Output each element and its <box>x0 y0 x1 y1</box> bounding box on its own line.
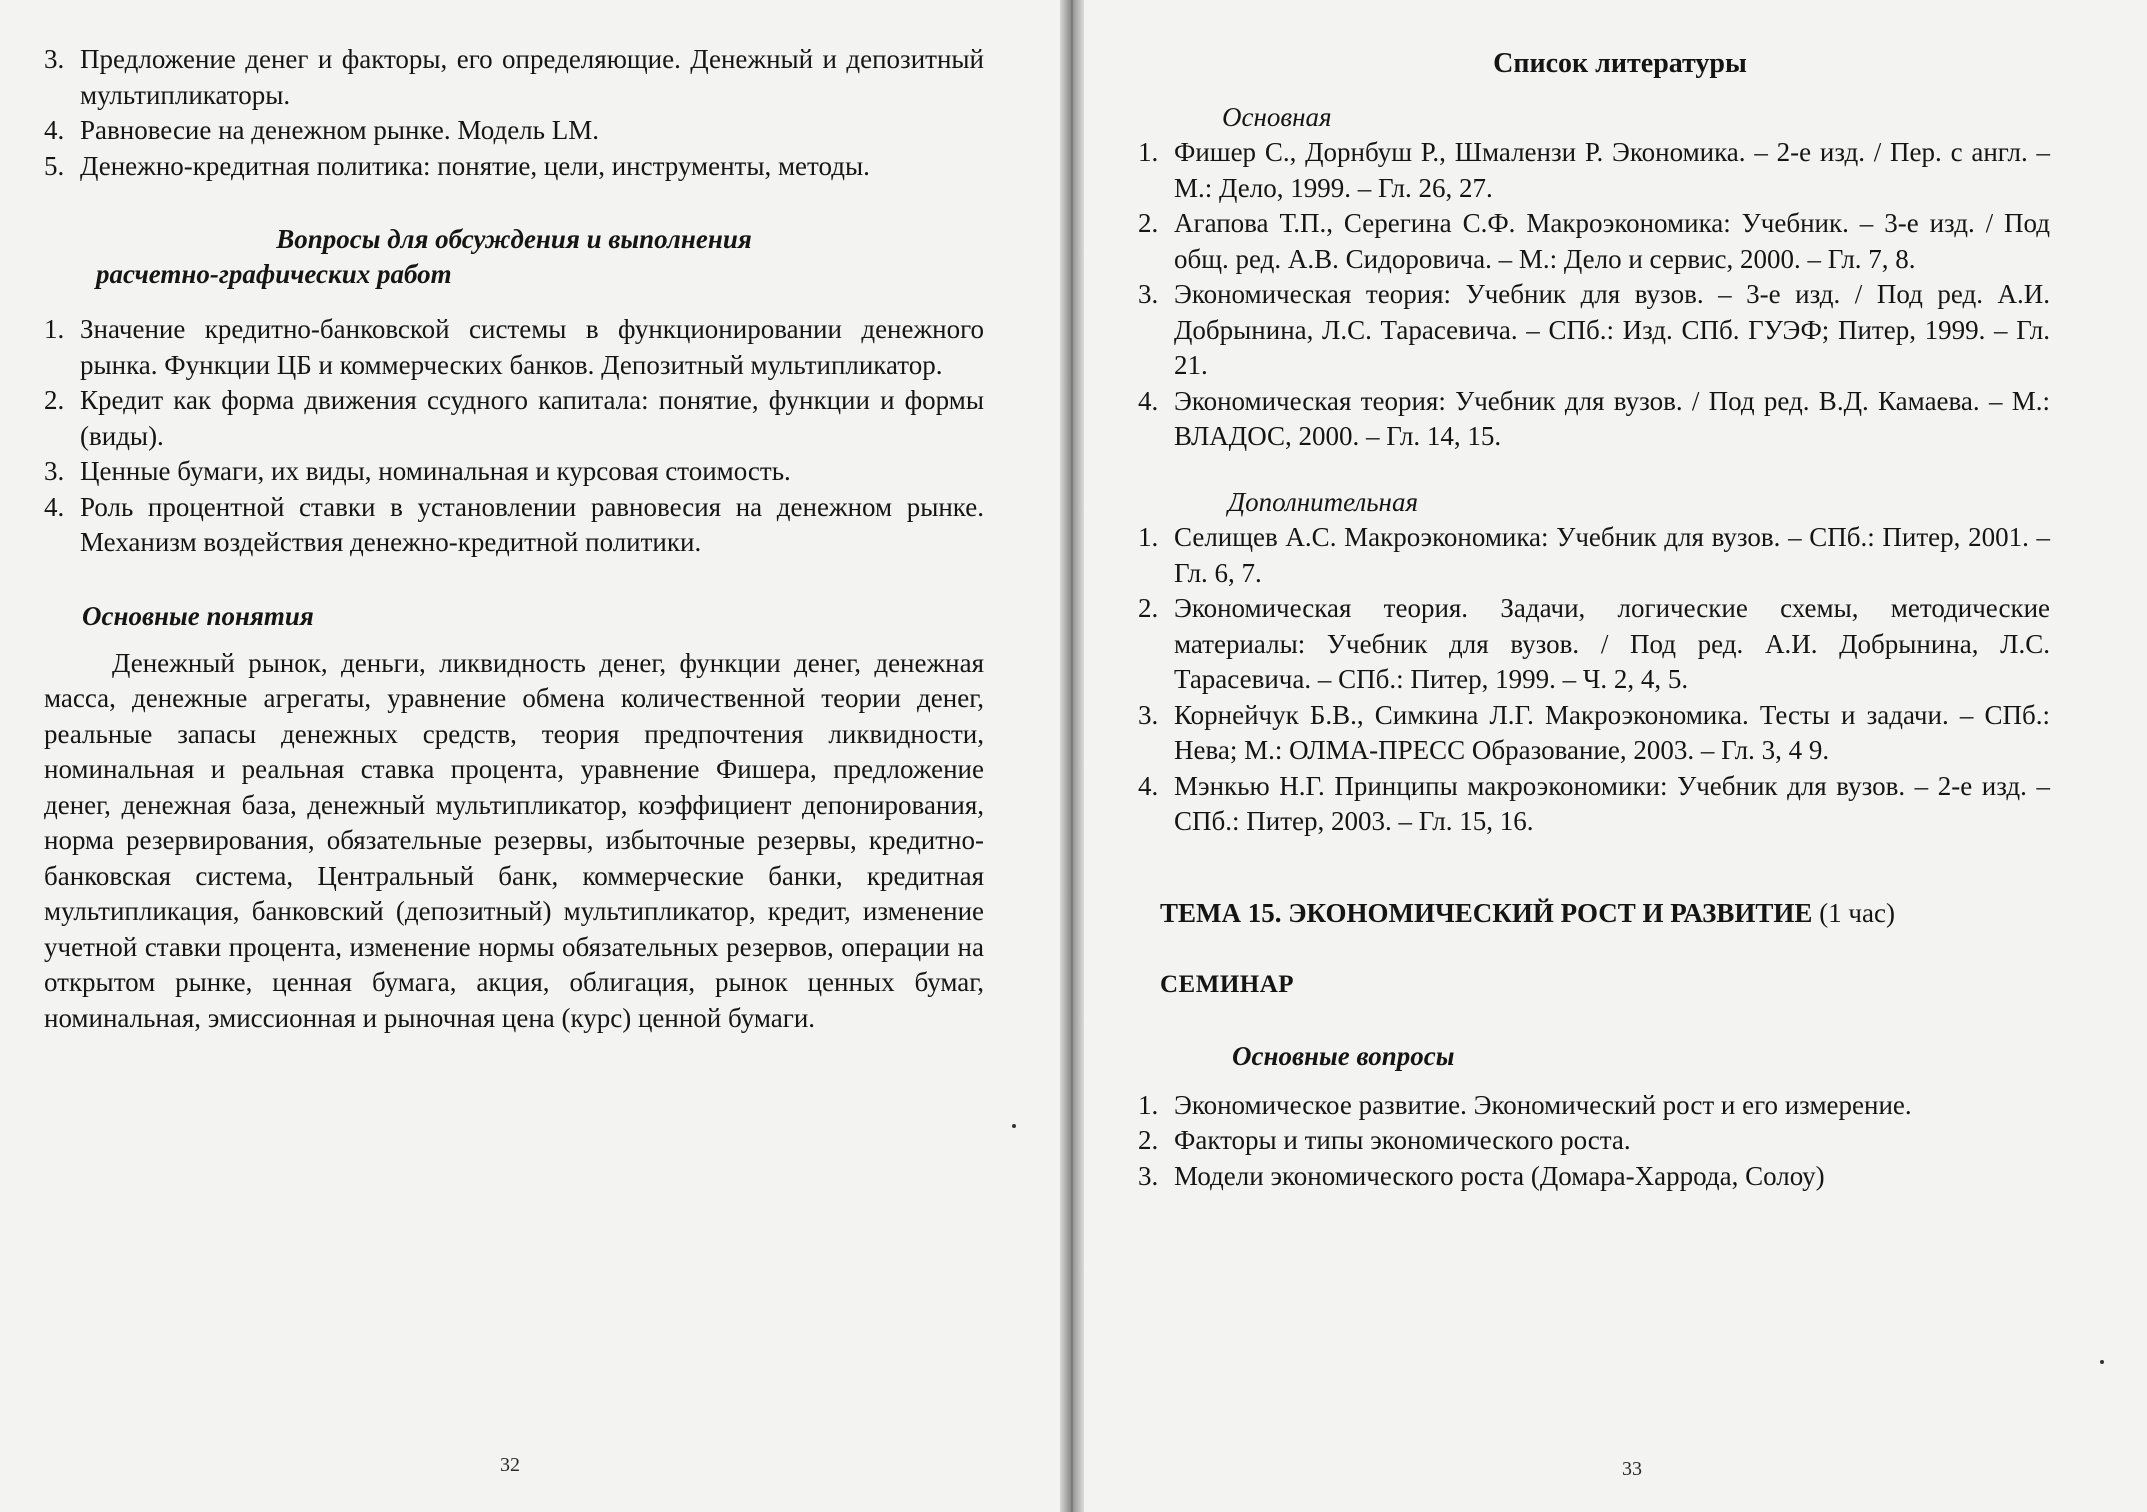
topic-hours: (1 час) <box>1819 897 1895 928</box>
main-question-item-number: 2. <box>1138 1125 1159 1155</box>
main-reference-item-number: 4. <box>1138 385 1159 416</box>
topic-title: ТЕМА 15. ЭКОНОМИЧЕСКИЙ РОСТ И РАЗВИТИЕ <box>1160 897 1813 928</box>
topic-question-item-text: Равновесие на денежном рынке. Модель LM. <box>80 115 599 145</box>
page-number-right: 33 <box>1622 1458 1642 1480</box>
main-question-item <box>1138 1088 2050 1124</box>
discussion-question-item <box>44 490 984 561</box>
extra-literature-label: Дополнительная <box>1228 486 1418 517</box>
main-reference-item-number: 1. <box>1138 137 1159 167</box>
right-page-text <box>1138 46 2050 1194</box>
extra-reference-item-number: 4. <box>1138 770 1159 801</box>
discussion-question-item-number: 4. <box>44 491 65 522</box>
topic-question-item <box>44 149 984 185</box>
main-reference-item-number: 2. <box>1138 208 1159 238</box>
discussion-question-item <box>44 383 984 454</box>
page-number-left: 32 <box>500 1454 520 1476</box>
main-reference-item-text: Фишер С., Дорнбуш Р., Шмалензи Р. Экономика. – 2-е изд. / Пер. с англ. – М.: Дело, 1999. – Гл. 26, 27. <box>1174 137 2050 203</box>
discussion-question-item-number: 3. <box>44 456 65 486</box>
main-literature-list <box>1138 135 2050 455</box>
extra-reference-item-text: Селищев А.С. Макроэкономика: Учебник для вузов. – СПб.: Питер, 2001. – Гл. 6, 7. <box>1174 522 2050 588</box>
main-reference-item <box>1138 206 2050 277</box>
main-questions-heading: Основные вопросы <box>1232 1040 1455 1071</box>
main-reference-item-text: Экономическая теория: Учебник для вузов. / Под ред. В.Д. Камаева. – М.: ВЛАДОС, 2000. – Гл. 14, 15. <box>1174 385 2050 451</box>
main-question-item <box>1138 1159 2050 1195</box>
left-page-text <box>44 42 984 1036</box>
topic-question-item-text: Денежно-кредитная политика: понятие, цели, инструменты, методы. <box>80 150 870 181</box>
topic-question-item-number: 3. <box>44 44 65 74</box>
main-reference-item <box>1138 384 2050 455</box>
main-reference-item <box>1138 277 2050 384</box>
extra-literature-list <box>1138 520 2050 840</box>
discussion-question-item-number: 2. <box>44 385 65 415</box>
extra-reference-item <box>1138 698 2050 769</box>
discussion-heading: Вопросы для обсуждения и выполнения расчетно-графических работ <box>96 224 752 289</box>
main-reference-item <box>1138 135 2050 206</box>
scan-speck <box>2100 1360 2104 1364</box>
concepts-paragraph: Денежный рынок, деньги, ликвидность денег, функции денег, денежная масса, денежные агрегаты, уравнение обмена количественной теории денег, реальные запасы денежных средств, теория предпочтения ликвидности, номинальная и реальная ставка процента, уравнение Фишера, предложение денег, денежная база, денежный мультипликатор, коэффициент депонирования, норма резервирования, обязательные резервы, избыточные резервы, кредитно-банковская система, Центральный банк, коммерческие банки, кредитная мультипликация, банковский (депозитный) мультипликатор, кредит, изменение учетной ставки процента, изменение нормы обязательных резервов, операции на открытом рынке, ценная бумага, акция, облигация, рынок ценных бумаг, номинальная, эмиссионная и рыночная цена (курс) ценной бумаги. <box>44 647 984 1033</box>
discussion-question-item-number: 1. <box>44 314 65 344</box>
main-question-item-number: 3. <box>1138 1160 1159 1191</box>
main-literature-label: Основная <box>1222 101 1332 132</box>
main-questions-list <box>1138 1088 2050 1195</box>
main-question-item-text: Модели экономического роста (Домара-Харрода, Солоу) <box>1174 1160 1825 1191</box>
topic-question-item <box>44 113 984 149</box>
main-question-item-text: Факторы и типы экономического роста. <box>1174 1125 1631 1155</box>
extra-reference-item-text: Экономическая теория. Задачи, логические схемы, методические материалы: Учебник для вузов. / Под ред. А.И. Добрынина, Л.С. Тарасевича. – СПб.: Питер, 1999. – Ч. 2, 4, 5. <box>1174 593 2050 694</box>
main-question-item-text: Экономическое развитие. Экономический рост и его измерение. <box>1174 1089 1912 1120</box>
main-reference-item-text: Экономическая теория: Учебник для вузов. – 3-е изд. / Под ред. А.И. Добрынина, Л.С. Тарасевича. – СПб.: Изд. СПб. ГУЭФ; Питер, 1999. – Гл. 21. <box>1174 279 2050 380</box>
topic-question-item-number: 5. <box>44 150 65 181</box>
concepts-heading: Основные понятия <box>82 600 314 631</box>
literature-heading: Список литературы <box>1493 48 1747 79</box>
discussion-question-item-text: Ценные бумаги, их виды, номинальная и курсовая стоимость. <box>80 456 791 486</box>
topic-question-item-number: 4. <box>44 115 65 145</box>
extra-reference-item-text: Корнейчук Б.В., Симкина Л.Г. Макроэкономика. Тесты и задачи. – СПб.: Нева; М.: ОЛМА-ПРЕСС Образование, 2003. – Гл. 3, 4 9. <box>1174 699 2050 765</box>
topic-questions-list <box>44 42 984 184</box>
discussion-question-item <box>44 454 984 490</box>
extra-reference-item-number: 2. <box>1138 593 1159 623</box>
discussion-question-item <box>44 312 984 383</box>
book-gutter <box>1060 0 1084 1512</box>
discussion-question-item-text: Кредит как форма движения ссудного капитала: понятие, функции и формы (виды). <box>80 385 984 451</box>
discussion-questions-list <box>44 312 984 561</box>
extra-reference-item <box>1138 520 2050 591</box>
topic-heading <box>1150 896 2050 932</box>
extra-reference-item-number: 1. <box>1138 522 1159 552</box>
extra-reference-item <box>1138 769 2050 840</box>
main-reference-item-number: 3. <box>1138 279 1159 309</box>
discussion-question-item-text: Значение кредитно-банковской системы в функционировании денежного рынка. Функции ЦБ и коммерческих банков. Депозитный мультипликатор. <box>80 314 984 380</box>
extra-reference-item-number: 3. <box>1138 699 1159 730</box>
topic-question-item <box>44 42 984 113</box>
extra-reference-item <box>1138 591 2050 698</box>
topic-question-item-text: Предложение денег и факторы, его определяющие. Денежный и депозитный мультипликаторы. <box>80 44 984 110</box>
main-question-item <box>1138 1123 2050 1159</box>
extra-reference-item-text: Мэнкью Н.Г. Принципы макроэкономики: Учебник для вузов. – 2-е изд. – СПб.: Питер, 2003. – Гл. 15, 16. <box>1174 770 2050 836</box>
scan-speck <box>1012 1124 1016 1128</box>
main-reference-item-text: Агапова Т.П., Серегина С.Ф. Макроэкономика: Учебник. – 3-е изд. / Под общ. ред. А.В. Сидоровича. – М.: Дело и сервис, 2000. – Гл. 7, 8. <box>1174 208 2050 274</box>
discussion-question-item-text: Роль процентной ставки в установлении равновесия на денежном рынке. Механизм воздействия денежно-кредитной политики. <box>80 491 984 557</box>
main-question-item-number: 1. <box>1138 1089 1159 1120</box>
seminar-label: СЕМИНАР <box>1160 971 1295 998</box>
